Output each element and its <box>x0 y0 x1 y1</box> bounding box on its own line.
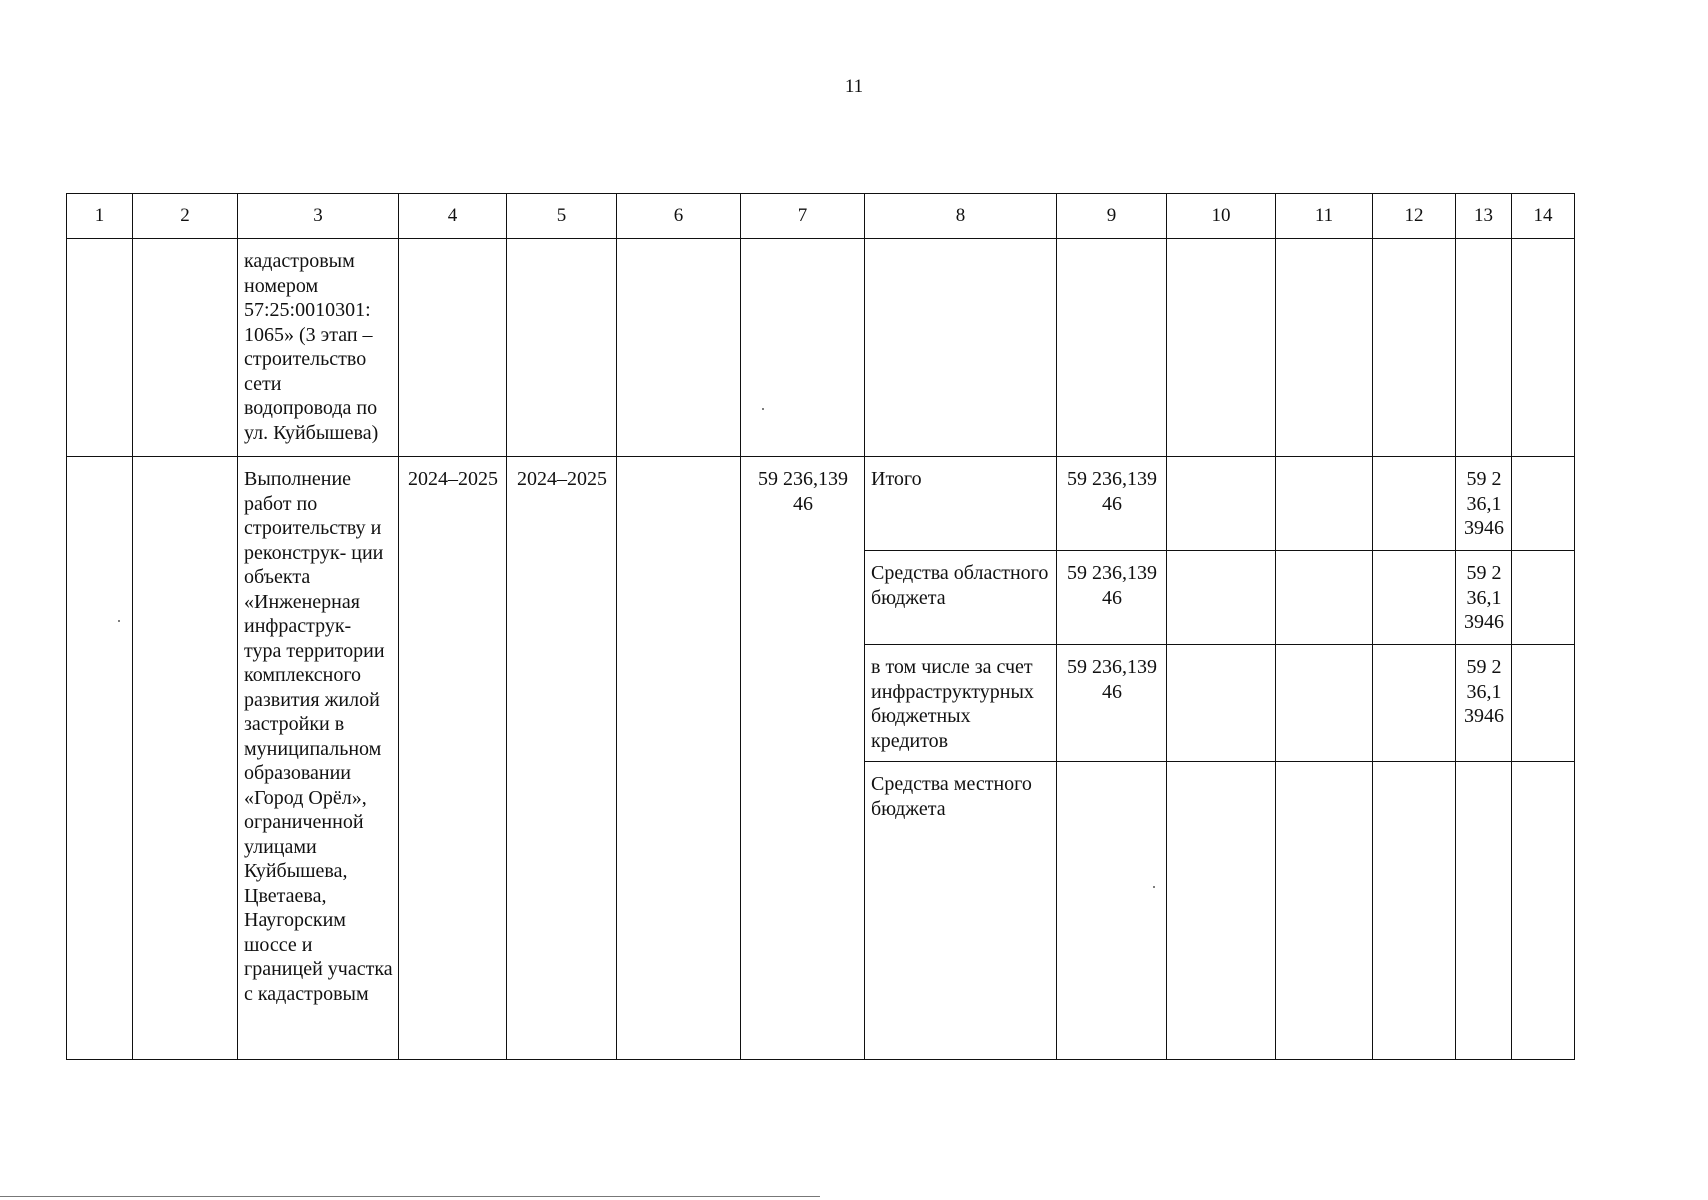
continuation-row <box>67 239 1575 457</box>
amount-cell: 59 236,139 46 <box>1057 645 1167 762</box>
table-cell <box>1456 239 1512 457</box>
table-cell <box>1373 457 1456 551</box>
table-cell <box>617 457 741 1060</box>
table-cell <box>741 239 865 457</box>
scan-speck <box>118 620 120 622</box>
column-header: 8 <box>865 194 1057 239</box>
column-header: 7 <box>741 194 865 239</box>
object-description-continued: кадастровым номером 57:25:0010301: 1065» (3 этап – строительство сети водопровода по ул. Куйбышева) <box>238 239 399 457</box>
funding-source-label: Итого <box>865 457 1057 551</box>
funding-source-label: Средства областного бюджета <box>865 551 1057 645</box>
total-cost-cell: 59 236,139 46 <box>741 457 865 1060</box>
object-description: Выполнение работ по строительству и реконструк- ции объекта «Инженерная инфраструк- тура территории комплексного развития жилой застройки в муниципальном образовании «Город Орёл», ограниченной улицами Куйбышева, Цветаева, Наугорским шоссе и границей участка с кадастровым <box>238 457 399 1060</box>
table-cell <box>1276 239 1373 457</box>
amount-cell <box>1057 762 1167 1060</box>
column-header: 5 <box>507 194 617 239</box>
column-number-row <box>67 194 1575 239</box>
table-cell <box>1512 457 1575 551</box>
table-cell <box>1373 239 1456 457</box>
amount-cell: 59 236,139 46 <box>1057 551 1167 645</box>
column-header: 13 <box>1456 194 1512 239</box>
amount-cell <box>1456 762 1512 1060</box>
column-header: 2 <box>133 194 238 239</box>
table-cell <box>133 457 238 1060</box>
column-header: 14 <box>1512 194 1575 239</box>
table-cell <box>1276 457 1373 551</box>
table-cell <box>507 239 617 457</box>
funding-row-total <box>67 457 1575 551</box>
table-cell <box>1512 551 1575 645</box>
table-cell <box>1167 645 1276 762</box>
funding-source-label: в том числе за счет инфраструктурных бюджетных кредитов <box>865 645 1057 762</box>
table-cell <box>1512 239 1575 457</box>
amount-cell: 59 2 36,1 3946 <box>1456 457 1512 551</box>
column-header: 6 <box>617 194 741 239</box>
table-cell <box>865 239 1057 457</box>
column-header: 10 <box>1167 194 1276 239</box>
column-header: 11 <box>1276 194 1373 239</box>
table-cell <box>1167 457 1276 551</box>
table-cell <box>1057 239 1167 457</box>
column-header: 1 <box>67 194 133 239</box>
column-header: 3 <box>238 194 399 239</box>
scan-speck <box>762 408 764 410</box>
funding-source-label: Средства местного бюджета <box>865 762 1057 1060</box>
table-cell <box>1167 762 1276 1060</box>
table-cell <box>1512 645 1575 762</box>
period-cell: 2024–2025 <box>507 457 617 1060</box>
table-cell <box>1512 762 1575 1060</box>
table-cell <box>617 239 741 457</box>
column-header: 9 <box>1057 194 1167 239</box>
amount-cell: 59 236,139 46 <box>1057 457 1167 551</box>
amount-cell: 59 2 36,1 3946 <box>1456 551 1512 645</box>
column-header: 4 <box>399 194 507 239</box>
scan-edge-line <box>0 1196 820 1197</box>
table-cell <box>133 239 238 457</box>
page-number: 11 <box>844 76 864 97</box>
table-cell <box>67 239 133 457</box>
table-cell <box>1167 551 1276 645</box>
table-cell <box>1373 551 1456 645</box>
table-cell <box>399 239 507 457</box>
table-cell <box>1276 551 1373 645</box>
column-header: 12 <box>1373 194 1456 239</box>
table-cell <box>1276 762 1373 1060</box>
scan-speck <box>1153 886 1155 888</box>
table-cell <box>1373 762 1456 1060</box>
budget-table <box>66 193 1575 1060</box>
table-cell <box>1276 645 1373 762</box>
period-cell: 2024–2025 <box>399 457 507 1060</box>
table-cell <box>1373 645 1456 762</box>
table-cell <box>67 457 133 1060</box>
amount-cell: 59 2 36,1 3946 <box>1456 645 1512 762</box>
table-cell <box>1167 239 1276 457</box>
